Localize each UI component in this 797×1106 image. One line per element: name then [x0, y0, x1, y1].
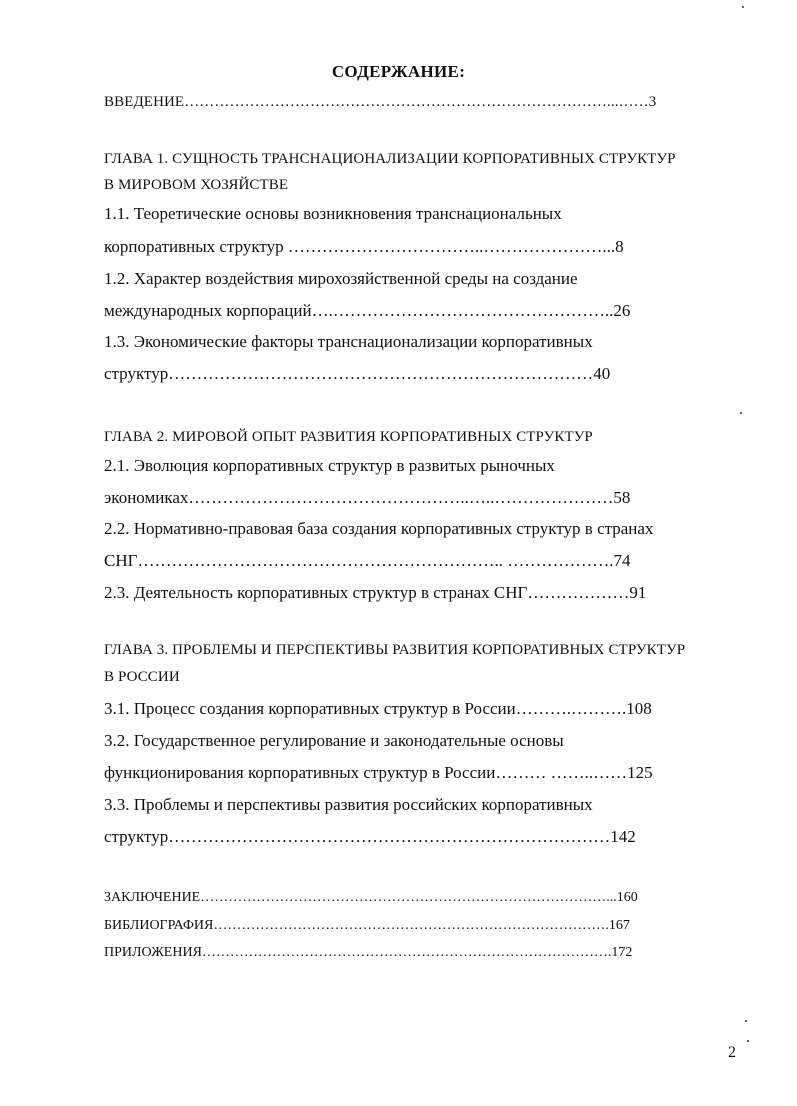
section-1-3-line2: структур…………………………………………………………………40: [104, 364, 611, 383]
scan-speck: [747, 1040, 749, 1042]
page-number: 2: [728, 1044, 736, 1061]
toc-bibliography: БИБЛИОГРАФИЯ………………………………………………………………………….167: [104, 918, 630, 933]
section-3-1: 3.1. Процесс создания корпоративных структур в России……….……….108: [104, 699, 652, 718]
contents-title: СОДЕРЖАНИЕ:: [331, 62, 466, 81]
section-3-3-line2: структур……………………………………………………………………142: [104, 827, 636, 846]
scan-speck: [745, 1020, 747, 1022]
section-2-1-line1: 2.1. Эволюция корпоративных структур в развитых рыночных: [104, 456, 555, 475]
chapter3-heading-line1: ГЛАВА 3. ПРОБЛЕМЫ И ПЕРСПЕКТИВЫ РАЗВИТИЯ КОРПОРАТИВНЫХ СТРУКТУР: [104, 642, 686, 658]
section-2-2-line2: СНГ……………………………………………………….. ……………….74: [104, 551, 631, 570]
section-1-2-line1: 1.2. Характер воздействия мирохозяйственной среды на создание: [104, 269, 578, 288]
chapter1-heading-line2: В МИРОВОМ ХОЗЯЙСТВЕ: [104, 177, 289, 193]
toc-introduction: ВВЕДЕНИЕ…………………………………………………………………………...……3: [104, 94, 657, 110]
section-1-3-line1: 1.3. Экономические факторы транснационализации корпоративных: [104, 332, 593, 351]
section-2-2-line1: 2.2. Нормативно-правовая база создания корпоративных структур в странах: [104, 519, 654, 538]
section-2-1-line2: экономиках…………………………………………..…..…………………58: [104, 488, 631, 507]
chapter2-heading: ГЛАВА 2. МИРОВОЙ ОПЫТ РАЗВИТИЯ КОРПОРАТИВНЫХ СТРУКТУР: [104, 429, 593, 445]
scan-speck: [740, 412, 742, 414]
section-1-1-line2: корпоративных структур ……………………………..…………………...8: [104, 237, 624, 256]
section-1-2-line2: международных корпораций….…………………………………………..26: [104, 301, 631, 320]
scan-speck: [742, 6, 744, 8]
toc-appendices: ПРИЛОЖЕНИЯ…………………………………………………………………………….172: [104, 945, 633, 960]
section-3-2-line2: функционирования корпоративных структур в России……… ……..……125: [104, 763, 653, 782]
toc-conclusion: ЗАКЛЮЧЕНИЕ……………………………………………………………………………...160: [104, 890, 638, 905]
section-2-3: 2.3. Деятельность корпоративных структур в странах СНГ………………91: [104, 583, 647, 602]
section-3-2-line1: 3.2. Государственное регулирование и законодательные основы: [104, 731, 564, 750]
chapter1-heading-line1: ГЛАВА 1. СУЩНОСТЬ ТРАНСНАЦИОНАЛИЗАЦИИ КОРПОРАТИВНЫХ СТРУКТУР: [104, 151, 676, 167]
section-3-3-line1: 3.3. Проблемы и перспективы развития российских корпоративных: [104, 795, 593, 814]
chapter3-heading-line2: В РОССИИ: [104, 669, 180, 685]
section-1-1-line1: 1.1. Теоретические основы возникновения транснациональных: [104, 204, 562, 223]
